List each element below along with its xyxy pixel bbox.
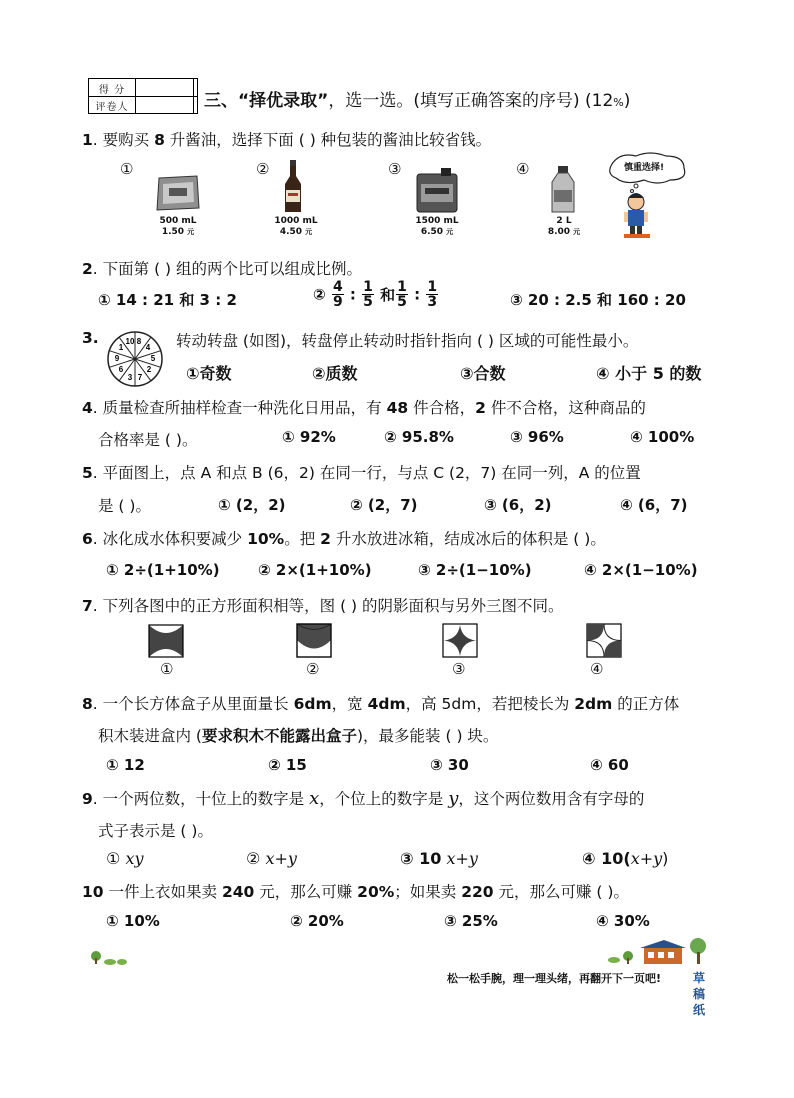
soy-sauce-jug-image (413, 168, 461, 214)
question-text: ，个位上的数字是 (319, 790, 449, 808)
wheel-number: 10 (125, 337, 135, 346)
score-box (88, 78, 198, 114)
question-value: 2 (475, 399, 486, 417)
product-unit: 元 (573, 228, 581, 236)
square-figure-3 (442, 623, 478, 658)
soy-sauce-container-image (548, 166, 578, 214)
product-caption (148, 216, 208, 238)
product-volume: 1000 mL (274, 216, 318, 226)
section-title (204, 86, 630, 111)
scratch-label-char: 纸 (692, 1003, 705, 1017)
wheel-number: 9 (114, 354, 120, 363)
option-1: ① 92% (282, 428, 336, 446)
option-3: ③ 30 (430, 756, 469, 774)
option-4: ④ 小于 5 的数 (596, 364, 702, 383)
product-volume: 500 mL (159, 216, 197, 226)
figure-marker: ③ (452, 660, 466, 678)
question-number: 7 (82, 597, 93, 615)
question-text: . 平面图上，点 A 和点 B (6，2) 在同一行，与点 C (2，7) 在同一列，A 的位置 (92, 464, 641, 482)
question-value: 8 (154, 131, 165, 149)
option-2: ② (2，7) (350, 496, 418, 514)
spinner-wheel-image (106, 330, 164, 388)
question-value: 220 (461, 883, 494, 901)
product-price: 8.00 (547, 227, 571, 237)
option-1: ① 14 : 21 和 3 : 2 (98, 291, 237, 309)
option-3: ③ 20 : 2.5 和 160 : 20 (510, 291, 686, 309)
fraction (332, 280, 344, 309)
section-instruction: ，选一选。(填写正确答案的序号) (12 (328, 91, 614, 111)
question-9 (82, 787, 644, 809)
option-1 (106, 849, 144, 868)
option-4: ④ (6，7) (620, 496, 688, 514)
wheel-number: 5 (150, 354, 156, 363)
product-price: 4.50 (279, 227, 303, 237)
option-marker: ③ (388, 160, 402, 178)
grader-row (89, 96, 197, 113)
option-1: ①奇数 (186, 364, 232, 383)
question-8-line2 (98, 724, 498, 746)
question-9-line2: 式子表示是 ( )。 (98, 822, 213, 840)
wheel-number: 4 (145, 343, 151, 352)
question-text: ，这个两位数用含有字母的 (458, 790, 645, 808)
option-marker: ④ 10( (582, 849, 631, 868)
question-number: 4 (82, 399, 93, 417)
soy-sauce-bag-image (155, 172, 201, 212)
question-text: 元，那么可赚 ( )。 (493, 883, 629, 901)
wheel-number: 7 (137, 373, 143, 382)
question-text: . 一个两位数，十位上的数字是 (92, 790, 310, 808)
numerator: 1 (363, 279, 373, 295)
grass-decoration (88, 950, 128, 966)
option-3: ③ 96% (510, 428, 564, 446)
question-value: 20% (357, 883, 395, 901)
grader-label: 评卷人 (95, 102, 129, 113)
variable-y: y (448, 788, 459, 809)
option-marker: ② (313, 285, 326, 304)
option-2: ② 15 (268, 756, 307, 774)
option-paren: ) (662, 849, 669, 868)
option-4: ④ 2×(1−10%) (584, 561, 698, 579)
option-4 (582, 849, 668, 868)
option-3 (400, 849, 478, 868)
question-number: 10 (82, 883, 104, 901)
question-4 (82, 396, 646, 418)
wheel-number: 6 (118, 365, 124, 374)
option-marker: ② (246, 849, 261, 868)
wheel-number: 8 (136, 337, 142, 346)
question-text: . 要购买 (92, 131, 155, 149)
option-marker: ② (256, 160, 270, 178)
numerator: 1 (427, 279, 438, 295)
speech-bubble-text: 慎重选择! (624, 163, 665, 173)
product-unit: 元 (305, 228, 313, 236)
option-1: ① (2，2) (218, 496, 286, 514)
question-text: . 下面第 ( ) 组的两个比可以组成比例。 (92, 260, 363, 278)
product-price: 1.50 (161, 227, 185, 237)
option-2: ② $\frac{4}{9}$ : $\frac{1}{5}$ 和 $\frac{1}{5}$ : $\frac{1}{3}$ (313, 279, 438, 310)
question-text: . 下列各图中的正方形面积相等，图 ( ) 的阴影面积与另外三图不同。 (92, 597, 564, 615)
product-volume: 2 L (556, 216, 572, 226)
divider (193, 79, 194, 113)
question-5 (82, 461, 641, 483)
fraction (362, 280, 374, 309)
question-2 (82, 257, 362, 279)
question-text: 积木装进盒内 ( (98, 727, 202, 745)
question-text: 件不合格，这种商品的 (485, 399, 646, 417)
score-row (89, 79, 197, 96)
question-text: ；如果卖 (394, 883, 462, 901)
question-text: ，宽 (331, 695, 368, 713)
wheel-number: 1 (118, 343, 124, 352)
option-2: ② 20% (290, 912, 344, 930)
scratch-label-char: 草 (692, 971, 705, 985)
question-value: 240 (221, 883, 255, 901)
product-caption (404, 216, 470, 238)
question-text: . 一个长方体盒子从里面量长 (92, 695, 294, 713)
question-number: 9 (82, 790, 93, 808)
house-tree-decoration (606, 936, 710, 966)
question-text: )，最多能装 ( ) 块。 (357, 727, 499, 745)
denominator: 5 (397, 294, 407, 310)
question-value: 2dm (574, 695, 613, 713)
numerator: 1 (397, 279, 407, 295)
question-5-line2: 是 ( )。 (98, 497, 151, 515)
wheel-number: 3 (127, 373, 133, 382)
product-price: 6.50 (420, 227, 444, 237)
square-figure-1 (148, 624, 184, 658)
question-text: 。把 (284, 530, 321, 548)
question-condition: 要求积木不能露出盒子 (201, 727, 357, 745)
question-value: 48 (386, 399, 409, 417)
option-expression: x+y (265, 849, 297, 868)
denominator: 9 (332, 294, 343, 310)
option-3: ③ (6，2) (484, 496, 552, 514)
question-4-line2: 合格率是 ( )。 (98, 431, 198, 449)
question-value: 4dm (367, 695, 406, 713)
section-name: “择优录取” (238, 91, 329, 111)
section-percent: % (613, 96, 624, 109)
question-number: 2 (82, 260, 93, 278)
option-marker: ① (106, 849, 121, 868)
question-text: 升水放进冰箱，结成冰后的体积是 ( )。 (330, 530, 606, 548)
soy-sauce-bottle-image (282, 160, 304, 214)
question-number: 6 (82, 530, 93, 548)
question-7 (82, 594, 564, 616)
figure-marker: ② (306, 660, 320, 678)
scratch-label-char: 稿 (692, 987, 705, 1001)
fraction (396, 280, 408, 309)
divider (89, 96, 197, 97)
question-text: 件合格， (408, 399, 476, 417)
option-1: ① 12 (106, 756, 145, 774)
product-unit: 元 (446, 228, 454, 236)
option-marker: ③ 10 (400, 849, 442, 868)
denominator: 5 (363, 294, 373, 310)
question-10 (82, 880, 629, 902)
question-value: 10% (247, 530, 285, 548)
question-text: 升酱油，选择下面 ( ) 种包装的酱油比较省钱。 (164, 131, 492, 149)
option-expression: x+y (630, 849, 663, 868)
question-number: 1 (82, 131, 93, 149)
wheel-number: 2 (146, 365, 152, 374)
variable-x: x (309, 788, 320, 809)
product-volume: 1500 mL (415, 216, 459, 226)
score-label: 得 分 (98, 85, 126, 96)
option-1: ① 10% (106, 912, 160, 930)
question-number: 3. (82, 329, 99, 347)
question-text: ，高 5dm，若把棱长为 (405, 695, 575, 713)
product-caption (263, 216, 329, 238)
and-word: 和 (380, 286, 396, 304)
question-3-number (82, 329, 99, 347)
option-2 (246, 849, 297, 868)
question-text: 的正方体 (612, 695, 680, 713)
question-value: 2 (320, 530, 331, 548)
figure-marker: ④ (590, 660, 604, 678)
question-text: 元，那么可赚 (254, 883, 358, 901)
option-3: ③合数 (460, 364, 506, 383)
scratch-paper-label (690, 970, 708, 1018)
option-2: ② 95.8% (384, 428, 454, 446)
option-4: ④ 100% (630, 428, 695, 446)
fraction (426, 280, 438, 309)
question-6 (82, 527, 606, 549)
option-3: ③ 2÷(1−10%) (418, 561, 532, 579)
section-number: 三、 (204, 91, 238, 111)
figure-marker: ① (160, 660, 174, 678)
section-paren: ) (623, 91, 631, 111)
option-marker: ① (120, 160, 134, 178)
question-text: . 冰化成水体积要减少 (92, 530, 248, 548)
option-2: ②质数 (312, 364, 358, 383)
product-unit: 元 (187, 228, 195, 236)
option-4: ④ 60 (590, 756, 629, 774)
question-number: 8 (82, 695, 93, 713)
option-1: ① 2÷(1+10%) (106, 561, 220, 579)
option-2: ② 2×(1+10%) (258, 561, 372, 579)
denominator: 3 (427, 294, 438, 310)
question-text: . 质量检查所抽样检查一种洗化日用品，有 (92, 399, 387, 417)
square-figure-2 (296, 623, 332, 658)
option-4: ④ 30% (596, 912, 650, 930)
option-expression: x+y (446, 849, 478, 868)
option-expression: xy (125, 849, 144, 868)
question-number: 5 (82, 464, 93, 482)
numerator: 4 (332, 279, 343, 295)
square-figure-4 (586, 623, 622, 658)
question-value: 6dm (293, 695, 332, 713)
question-text: 一件上衣如果卖 (103, 883, 222, 901)
product-caption (534, 216, 594, 238)
question-1 (82, 128, 491, 150)
option-3: ③ 25% (444, 912, 498, 930)
question-8 (82, 692, 679, 714)
option-marker: ④ (516, 160, 530, 178)
question-3-text: 转动转盘 (如图)，转盘停止转动时指针指向 ( ) 区域的可能性最小。 (176, 332, 639, 350)
footer-message: 松一松手腕，理一理头绪，再翻开下一页吧! (447, 972, 662, 985)
